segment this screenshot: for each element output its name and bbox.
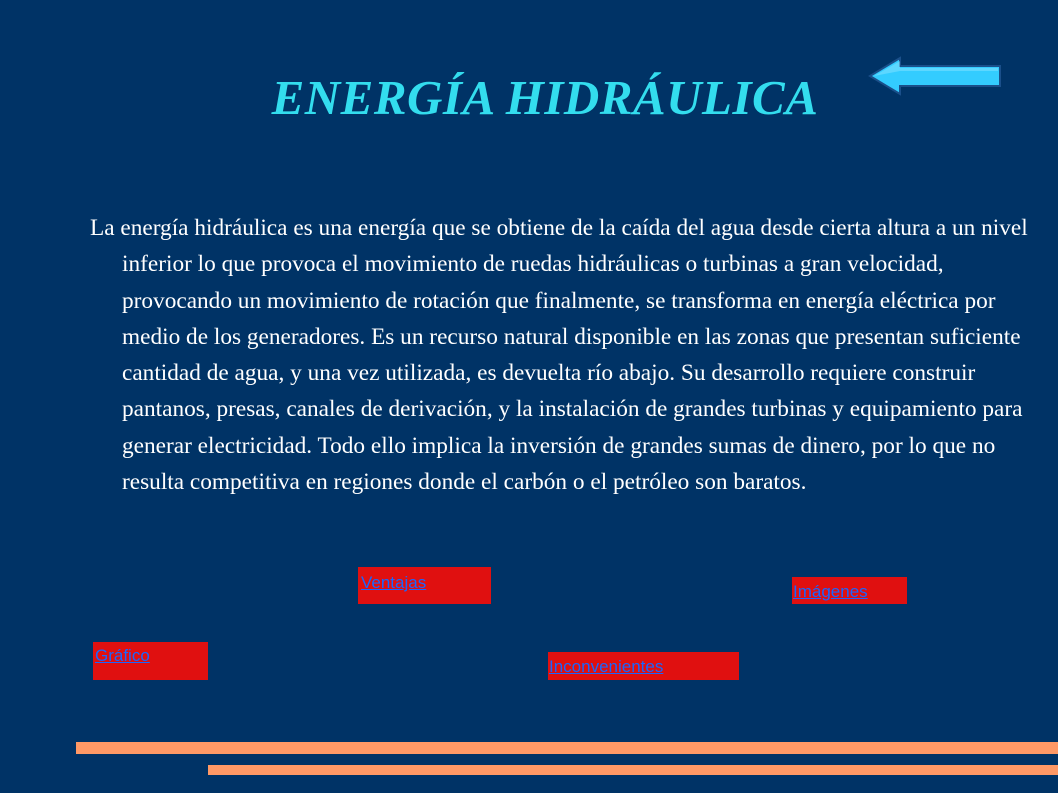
grafico-link-box[interactable] [93, 642, 208, 680]
imagenes-link[interactable]: Imágenes [793, 582, 868, 601]
back-button[interactable] [868, 56, 1004, 96]
arrow-left-icon [868, 56, 1004, 96]
footer-bar-top [76, 742, 1058, 754]
inconvenientes-link[interactable]: Inconvenientes [549, 657, 664, 676]
slide-title: ENERGÍA HIDRÁULICA [271, 70, 819, 125]
ventajas-link[interactable]: Ventajas [361, 573, 427, 592]
inconvenientes-link-box[interactable] [548, 652, 739, 680]
body-paragraph: La energía hidráulica es una energía que se obtiene de la caída del agua desde cierta altura a un nivel inferior lo que provoca el movimiento de ruedas hidráulicas o turbinas a gran velocidad, provocando un movimiento de rotación que finalmente, se transforma en energía eléctrica por medio de los generadores. Es un recurso natural disponible en las zonas que presentan suficiente cantidad de agua, y una vez utilizada, es devuelta río abajo. Su desarrollo requiere construir pantanos, presas, canales de derivación, y la instalación de grandes turbinas y equipamiento para generar electricidad. Todo ello implica la inversión de grandes sumas de dinero, por lo que no resulta competitiva en regiones donde el carbón o el petróleo son baratos. [90, 215, 1028, 496]
footer-bar-bottom [208, 765, 1058, 775]
grafico-link[interactable]: Gráfico [95, 646, 150, 665]
ventajas-link-box[interactable] [358, 567, 491, 604]
imagenes-link-box[interactable] [792, 577, 907, 604]
